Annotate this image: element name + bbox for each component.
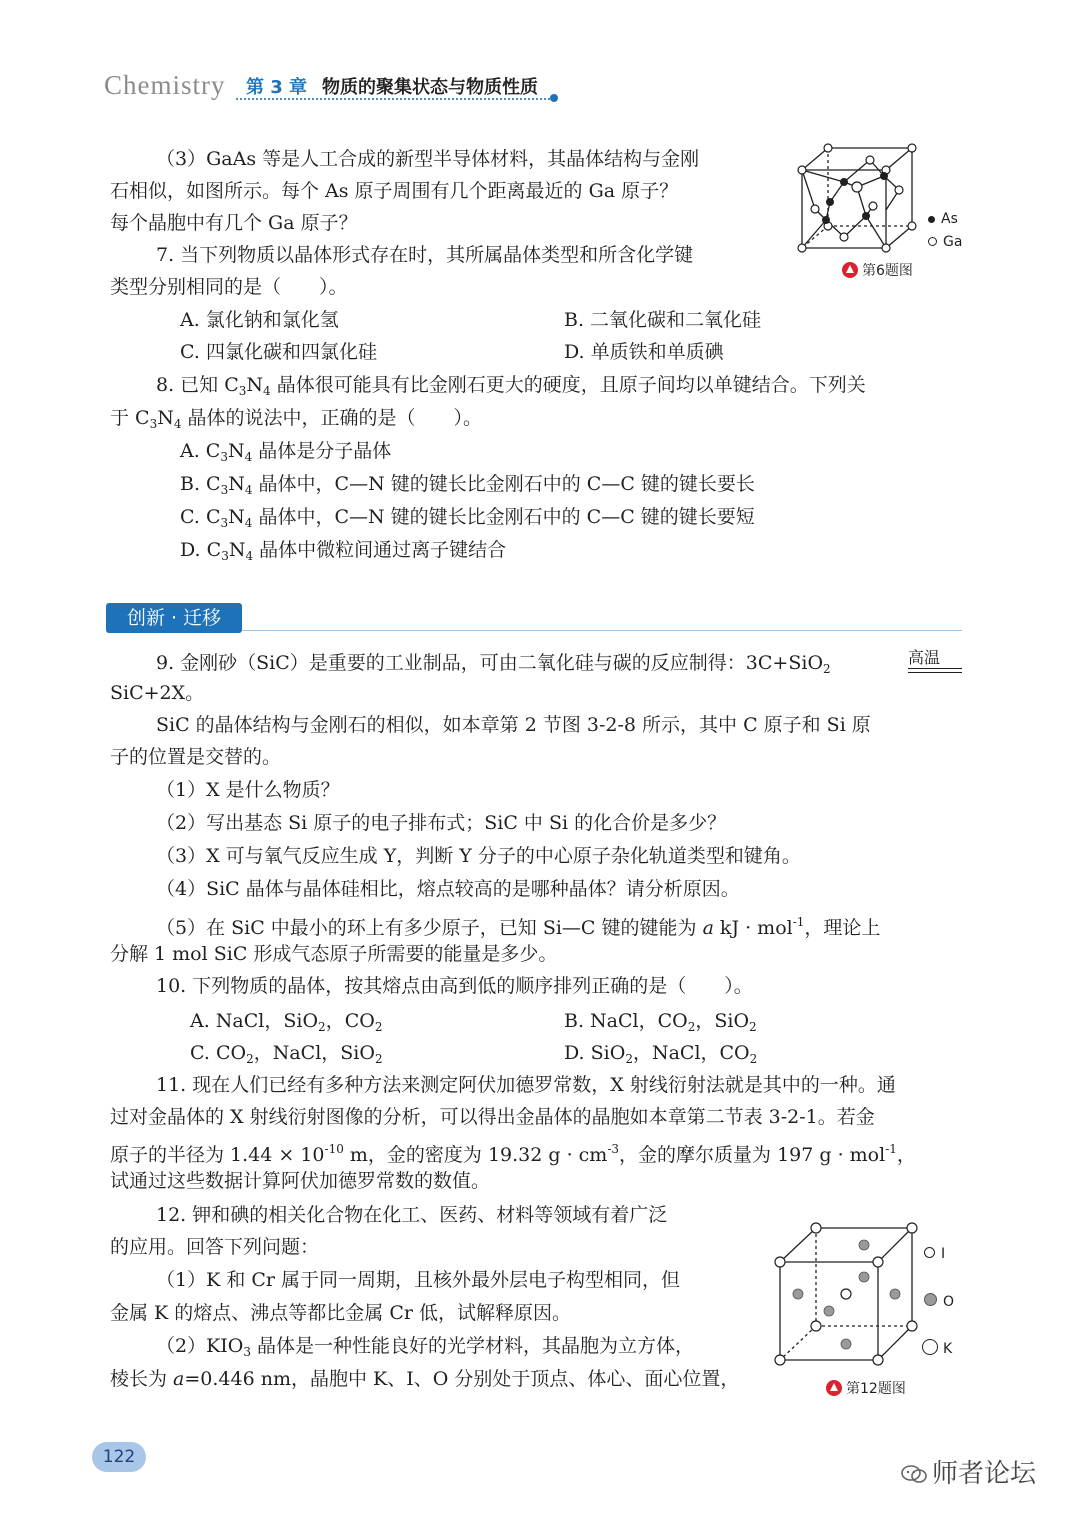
q10-b2: ，SiO bbox=[695, 1010, 750, 1032]
q8-d-sub4: 4 bbox=[245, 549, 254, 563]
q8-l2-sub3: 3 bbox=[149, 417, 158, 431]
q10-stem: 10. 下列物质的晶体，按其熔点由高到低的顺序排列正确的是（ ）。 bbox=[156, 975, 753, 997]
q10-a2: ，CO bbox=[325, 1010, 375, 1032]
page-number: 122 bbox=[92, 1442, 146, 1472]
chapter-title: 物质的聚集状态与物质性质 bbox=[322, 77, 538, 98]
q10-b1: B. NaCl，CO bbox=[564, 1010, 688, 1032]
q8-b-sub4: 4 bbox=[244, 483, 253, 497]
q11-l3-c: ，金的摩尔质量为 197 g · mol bbox=[619, 1144, 886, 1166]
q10-d1: D. SiO bbox=[564, 1042, 626, 1064]
q11-l3-sup3: -1 bbox=[885, 1142, 897, 1156]
q9-part2: （2）写出基态 Si 原子的电子排布式；SiC 中 Si 的化合价是多少？ bbox=[156, 812, 727, 834]
q9-l1-sub2: 2 bbox=[823, 662, 831, 676]
q10-option-d bbox=[564, 1040, 757, 1072]
watermark bbox=[900, 1453, 1036, 1490]
q8-a-post: 晶体是分子晶体 bbox=[258, 440, 392, 462]
q12-line2: 的应用。回答下列问题： bbox=[110, 1236, 320, 1258]
kio3-crystal-figure bbox=[770, 1218, 920, 1368]
q12-part1: （1）K 和 Cr 属于同一周期，且核外最外层电子构型相同，但 bbox=[156, 1269, 681, 1291]
q10-d-sub1: 2 bbox=[625, 1052, 633, 1066]
figure12-caption-text: 第12题图 bbox=[846, 1381, 906, 1397]
q9-line3: SiC 的晶体结构与金刚石的相似，如本章第 2 节图 3-2-8 所示，其中 C 原子和 Si 原 bbox=[156, 714, 871, 736]
q10-option-b bbox=[564, 1008, 757, 1040]
q8-d-post: 晶体中微粒间通过离子键结合 bbox=[259, 539, 507, 561]
i-atom-icon bbox=[924, 1247, 935, 1258]
q9-p5-b: kJ · mol bbox=[713, 917, 793, 939]
q9-part1: （1）X 是什么物质？ bbox=[156, 779, 340, 801]
q10-option-a bbox=[190, 1008, 382, 1040]
q12-l5-sub: 3 bbox=[243, 1345, 252, 1359]
reaction-condition: 高温 bbox=[908, 648, 941, 667]
reaction-arrow-line-1 bbox=[908, 668, 962, 669]
q12-part1-cont: 金属 K 的熔点、沸点等都比金属 Cr 低，试解释原因。 bbox=[110, 1302, 571, 1324]
chapter-number: 第 3 章 bbox=[246, 77, 308, 98]
legend-i bbox=[924, 1246, 945, 1262]
q11-line1: 11. 现在人们已经有多种方法来测定阿伏加德罗常数，X 射线衍射法就是其中的一种。通 bbox=[156, 1074, 896, 1096]
q11-line4: 试通过这些数据计算阿伏加德罗常数的数值。 bbox=[110, 1170, 491, 1192]
q6-part3-line2: 石相似，如图所示。每个 As 原子周围有几个距离最近的 Ga 原子？ bbox=[110, 180, 679, 202]
legend-k-label: K bbox=[943, 1341, 953, 1357]
q8-d-sub3: 3 bbox=[221, 549, 229, 563]
q8-option-b: B. $C_3N_4$ 晶体中，C—N 键的键长比金刚石中的 C—C 键的键长要长 bbox=[180, 473, 755, 497]
q8-option-a: A. $C_3N_4$ 晶体是分子晶体 bbox=[180, 440, 392, 464]
q7-option-c: C. 四氯化碳和四氯化硅 bbox=[180, 341, 377, 363]
q8-a-sub4: 4 bbox=[244, 450, 253, 464]
as-dot-icon bbox=[928, 216, 935, 223]
k-atom-icon bbox=[922, 1339, 938, 1355]
q8-l1-sub3: 3 bbox=[238, 384, 247, 398]
q8-c-post: 晶体中，C—N 键的键长比金刚石中的 C—C 键的键长要短 bbox=[258, 506, 755, 528]
q8-l1-post: 晶体很可能具有比金刚石更大的硬度，且原子间均以单键结合。下列关 bbox=[276, 374, 866, 396]
legend-o bbox=[924, 1293, 954, 1310]
q8-c-sub3: 3 bbox=[220, 516, 229, 530]
q9-line4: 子的位置是交替的。 bbox=[110, 746, 282, 768]
q8-l2-sub4: 4 bbox=[173, 417, 182, 431]
legend-ga bbox=[928, 234, 962, 250]
q8-l1-sub4: 4 bbox=[263, 384, 271, 398]
q9-p5-sup: -1 bbox=[792, 915, 805, 929]
q9-part5-cont: 分解 1 mol SiC 形成气态原子所需要的能量是多少。 bbox=[110, 943, 558, 965]
q8-b-sub3: 3 bbox=[220, 483, 229, 497]
q8-l1-pre: 8. 已知 C bbox=[156, 374, 239, 396]
q8-l2-post: 晶体的说法中，正确的是（ ）。 bbox=[187, 407, 483, 429]
o-atom-icon bbox=[924, 1293, 937, 1306]
ga-circle-icon bbox=[928, 237, 937, 246]
q11-l3-b: m，金的密度为 19.32 g · cm bbox=[343, 1144, 608, 1166]
q12-part2-cont bbox=[110, 1366, 739, 1392]
header-dotted-rule bbox=[236, 98, 554, 100]
q11-line2: 过对金晶体的 X 射线衍射图像的分析，可以得出金晶体的晶胞如本章第二节表 3-2-1。若金 bbox=[110, 1106, 875, 1128]
q12-l6-italic: a bbox=[173, 1368, 185, 1390]
q8-option-c: C. $C_3N_4$ 晶体中，C—N 键的键长比金刚石中的 C—C 键的键长要短 bbox=[180, 506, 755, 530]
q7-line1: 7. 当下列物质以晶体形式存在时，其所属晶体类型和所含化学键 bbox=[156, 244, 694, 266]
q8-b-post: 晶体中，C—N 键的键长比金刚石中的 C—C 键的键长要长 bbox=[258, 473, 755, 495]
figure12-caption bbox=[826, 1378, 906, 1398]
q8-c-sub4: 4 bbox=[244, 516, 253, 530]
q9-part5 bbox=[156, 909, 880, 941]
q9-l1-text: 9. 金刚砂（SiC）是重要的工业制品，可由二氧化硅与碳的反应制得：3C+SiO bbox=[156, 652, 824, 674]
q7-line2: 类型分别相同的是（ ）。 bbox=[110, 276, 348, 298]
legend-as bbox=[928, 211, 958, 227]
gaas-crystal-figure bbox=[790, 140, 920, 255]
q7-option-d: D. 单质铁和单质碘 bbox=[564, 341, 724, 363]
q6-part3-line1: （3）GaAs 等是人工合成的新型半导体材料，其晶体结构与金刚 bbox=[156, 148, 700, 170]
figure6-caption bbox=[842, 260, 913, 280]
watermark-text: 师者论坛 bbox=[932, 1459, 1037, 1489]
q10-c-sub2: 2 bbox=[374, 1052, 383, 1066]
reaction-arrow-line-2 bbox=[908, 672, 962, 673]
caption-triangle-icon bbox=[826, 1380, 842, 1396]
q10-d-sub2: 2 bbox=[749, 1052, 758, 1066]
q10-b-sub1: 2 bbox=[687, 1020, 696, 1034]
q11-l3-a: 原子的半径为 1.44 × 10 bbox=[110, 1144, 325, 1166]
q12-l5-a: （2）KIO bbox=[156, 1335, 244, 1357]
q10-a-sub2: 2 bbox=[374, 1020, 383, 1034]
q9-line2: SiC+2X。 bbox=[110, 682, 205, 704]
q8-line1: 8. 已知 $C_3N_4$ 晶体很可能具有比金刚石更大的硬度，且原子间均以单键结合。下列关 bbox=[156, 374, 866, 398]
legend-i-label: I bbox=[941, 1246, 946, 1262]
q11-l3-sup1: -10 bbox=[324, 1142, 344, 1156]
q9-part4: （4）SiC 晶体与晶体硅相比，熔点较高的是哪种晶体？请分析原因。 bbox=[156, 878, 740, 900]
q10-c1: C. CO bbox=[190, 1042, 247, 1064]
q8-option-d: D. $C_3N_4$ 晶体中微粒间通过离子键结合 bbox=[180, 539, 507, 563]
q7-option-a: A. 氯化钠和氯化氢 bbox=[180, 309, 339, 331]
q9-p5-c: ，理论上 bbox=[804, 917, 881, 939]
header-brand: Chemistry bbox=[104, 70, 226, 100]
q10-d2: ，NaCl，CO bbox=[632, 1042, 750, 1064]
q8-c-pre: C. C bbox=[180, 506, 221, 528]
q12-l6-b: =0.446 nm，晶胞中 K、I、O 分别处于顶点、体心、面心位置， bbox=[184, 1368, 740, 1390]
q10-c-sub1: 2 bbox=[246, 1052, 254, 1066]
q8-l2-pre: 于 C bbox=[110, 407, 150, 429]
figure6-caption-text: 第6题图 bbox=[862, 263, 913, 279]
q9-line1 bbox=[156, 650, 831, 682]
q11-l3-sup2: -3 bbox=[607, 1142, 620, 1156]
legend-as-label: As bbox=[941, 211, 958, 227]
q8-d-pre: D. C bbox=[180, 539, 222, 561]
legend-o-label: O bbox=[943, 1294, 955, 1310]
q10-option-c bbox=[190, 1040, 383, 1072]
q12-part2 bbox=[156, 1333, 694, 1365]
legend-k bbox=[922, 1339, 952, 1357]
q10-a1: A. NaCl，SiO bbox=[190, 1010, 319, 1032]
caption-triangle-icon bbox=[842, 262, 858, 278]
q10-b-sub2: 2 bbox=[749, 1020, 757, 1034]
q8-line2: 于 $C_3N_4$ 晶体的说法中，正确的是（ ）。 bbox=[110, 407, 483, 431]
header-rule-dot bbox=[550, 94, 558, 102]
q11-line3 bbox=[110, 1136, 916, 1168]
wechat-icon bbox=[900, 1464, 928, 1484]
q8-a-sub3: 3 bbox=[220, 450, 228, 464]
q11-l3-d: ， bbox=[896, 1144, 916, 1166]
section-rule bbox=[242, 630, 962, 631]
q12-line1: 12. 钾和碘的相关化合物在化工、医药、材料等领域有着广泛 bbox=[156, 1204, 668, 1226]
q10-a-sub1: 2 bbox=[318, 1020, 326, 1034]
q12-l5-b: 晶体是一种性能良好的光学材料，其晶胞为立方体， bbox=[251, 1335, 695, 1357]
q9-p5-a: （5）在 SiC 中最小的环上有多少原子，已知 Si—C 键的键能为 bbox=[156, 917, 703, 939]
q10-c2: ，NaCl，SiO bbox=[253, 1042, 375, 1064]
q6-part3-line3: 每个晶胞中有几个 Ga 原子？ bbox=[110, 212, 358, 234]
q8-b-pre: B. C bbox=[180, 473, 221, 495]
q7-option-b: B. 二氧化碳和二氧化硅 bbox=[564, 309, 762, 331]
section-badge: 创新 · 迁移 bbox=[106, 603, 242, 633]
legend-ga-label: Ga bbox=[943, 234, 963, 250]
q9-part3: （3）X 可与氧气反应生成 Y，判断 Y 分子的中心原子杂化轨道类型和键角。 bbox=[156, 845, 801, 867]
q12-l6-a: 棱长为 bbox=[110, 1368, 174, 1390]
q8-a-pre: A. C bbox=[180, 440, 221, 462]
q9-p5-italic: a bbox=[702, 917, 714, 939]
